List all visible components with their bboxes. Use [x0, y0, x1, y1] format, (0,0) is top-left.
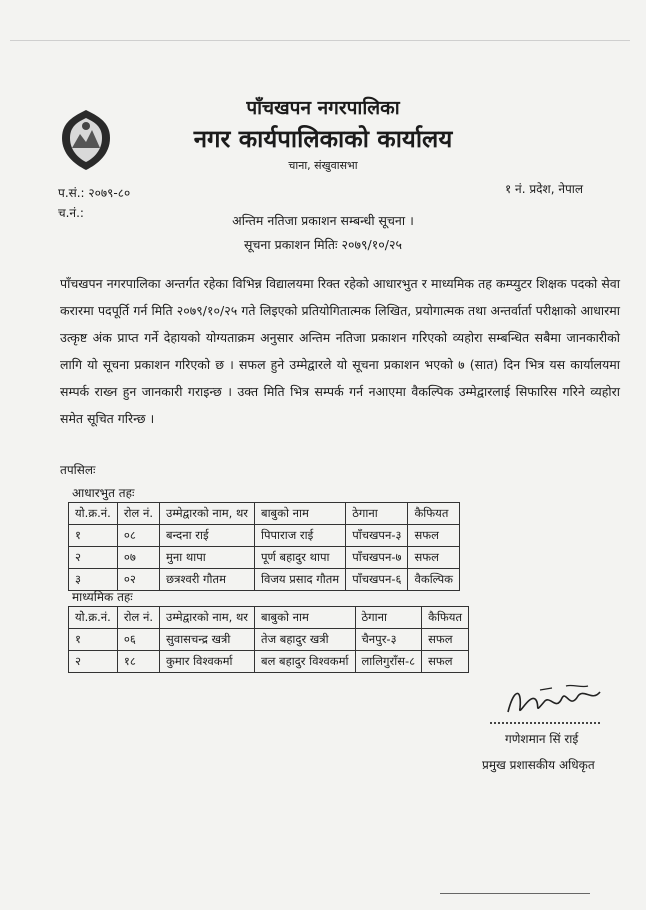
column-header: कैफियत — [422, 607, 469, 629]
remarks-cell: सफल — [408, 525, 460, 547]
address-cell: पाँचखपन-३ — [346, 525, 408, 547]
address-cell: लालिगुराँस-८ — [355, 651, 422, 673]
serial-cell: २ — [69, 547, 118, 569]
name-cell: बन्दना राई — [160, 525, 255, 547]
remarks-cell: वैकल्पिक — [408, 569, 460, 591]
column-header: रोल नं. — [117, 503, 159, 525]
name-cell: छत्रश्वरी गौतम — [160, 569, 255, 591]
address-cell: चैनपुर-३ — [355, 629, 422, 651]
province-label: १ नं. प्रदेश, नेपाल — [505, 182, 584, 196]
father-name-cell: बल बहादुर विश्वकर्मा — [255, 651, 355, 673]
roll-cell: ०२ — [117, 569, 159, 591]
table-row — [69, 651, 469, 673]
table-row — [69, 547, 460, 569]
column-header: रोल नं. — [117, 607, 159, 629]
column-header: बाबुको नाम — [255, 503, 346, 525]
details-label: तपसिलः — [60, 463, 96, 477]
signature-line — [490, 722, 600, 724]
column-header: योे.क्र.नं. — [69, 607, 118, 629]
reference-number: प.सं.: २०७९-८० — [58, 186, 131, 200]
handwritten-signature — [500, 682, 610, 722]
top-rule — [10, 40, 630, 41]
column-header: उम्मेद्वारको नाम, थर — [160, 607, 255, 629]
secondary-level-table — [68, 606, 469, 673]
office-name: नगर कार्यपालिकाको कार्यालय — [193, 125, 453, 153]
basic-level-heading: आधारभुत तहः — [72, 486, 135, 500]
column-header: उम्मेद्वारको नाम, थर — [160, 503, 255, 525]
father-name-cell: पूर्ण बहादुर थापा — [255, 547, 346, 569]
address-cell: पाँचखपन-६ — [346, 569, 408, 591]
father-name-cell: तेज बहादुर खत्री — [255, 629, 355, 651]
name-cell: सुवासचन्द्र खत्री — [160, 629, 255, 651]
serial-cell: १ — [69, 525, 118, 547]
signatory-title: प्रमुख प्रशासकीय अधिकृत — [482, 758, 595, 772]
father-name-cell: पिपाराज राई — [255, 525, 346, 547]
serial-cell: ३ — [69, 569, 118, 591]
bottom-rule — [440, 893, 590, 894]
remarks-cell: सफल — [422, 651, 469, 673]
father-name-cell: विजय प्रसाद गौतम — [255, 569, 346, 591]
signatory-name: गणेशमान सिं राई — [505, 732, 579, 746]
address-cell: पाँचखपन-७ — [346, 547, 408, 569]
basic-level-table — [68, 502, 460, 591]
office-address: चाना, संखुवासभा — [288, 159, 358, 172]
column-header: ठेगाना — [355, 607, 422, 629]
name-cell: मुना थापा — [160, 547, 255, 569]
name-cell: कुमार विश्वकर्मा — [160, 651, 255, 673]
remarks-cell: सफल — [408, 547, 460, 569]
roll-cell: ०७ — [117, 547, 159, 569]
remarks-cell: सफल — [422, 629, 469, 651]
secondary-level-heading: माध्यमिक तहः — [72, 590, 133, 604]
notice-subject: अन्तिम नतिजा प्रकाशन सम्बन्धी सूचना । — [232, 213, 414, 228]
serial-cell: २ — [69, 651, 118, 673]
notice-body: पाँचखपन नगरपालिका अन्तर्गत रहेका विभिन्न विद्यालयमा रिक्त रहेको आधारभुत र माध्यमिक तह कम्प्युटर शिक्षक पदको सेवा करारमा पदपूर्ति गर्न मिति २०७९/१०/२५ गते लिइएको प्रतियोगितात्मक लिखित, प्रयोगात्मक तथा अन्तर्वार्ता परीक्षाको आधारमा उत्कृष्ट अंक प्राप्त गर्ने देहायको योग्यताक्रम अनुसार अन्तिम नतिजा प्रकाशन गरिएको व्यहोरा सम्बन्धित सबैमा जानकारीको लागि यो सूचना प्रकाशन गरिएको छ । सफल हुने उम्मेद्वारले यो सूचना प्रकाशन भएको ७ (सात) दिन भित्र यस कार्यालयमा सम्पर्क राख्न हुन जानकारी गराइन्छ । उक्त मिति भित्र सम्पर्क गर्न नआएमा वैकल्पिक उम्मेद्वारलाई सिफारिस गरिने व्यहोरा समेत सूचित गरिन्छ । — [60, 276, 620, 426]
column-header: बाबुको नाम — [255, 607, 355, 629]
table-row — [69, 629, 469, 651]
notice-date: सूचना प्रकाशन मितिः २०७९/१०/२५ — [244, 237, 402, 252]
municipality-name: पाँचखपन नगरपालिका — [246, 97, 400, 119]
table-header-row — [69, 503, 460, 525]
roll-cell: ०६ — [117, 629, 159, 651]
roll-cell: ०८ — [117, 525, 159, 547]
column-header: कैफियत — [408, 503, 460, 525]
table-header-row — [69, 607, 469, 629]
serial-cell: १ — [69, 629, 118, 651]
table-row — [69, 525, 460, 547]
dispatch-number: च.नं.: — [58, 206, 84, 220]
roll-cell: १८ — [117, 651, 159, 673]
column-header: ठेगाना — [346, 503, 408, 525]
column-header: योे.क्र.नं. — [69, 503, 118, 525]
